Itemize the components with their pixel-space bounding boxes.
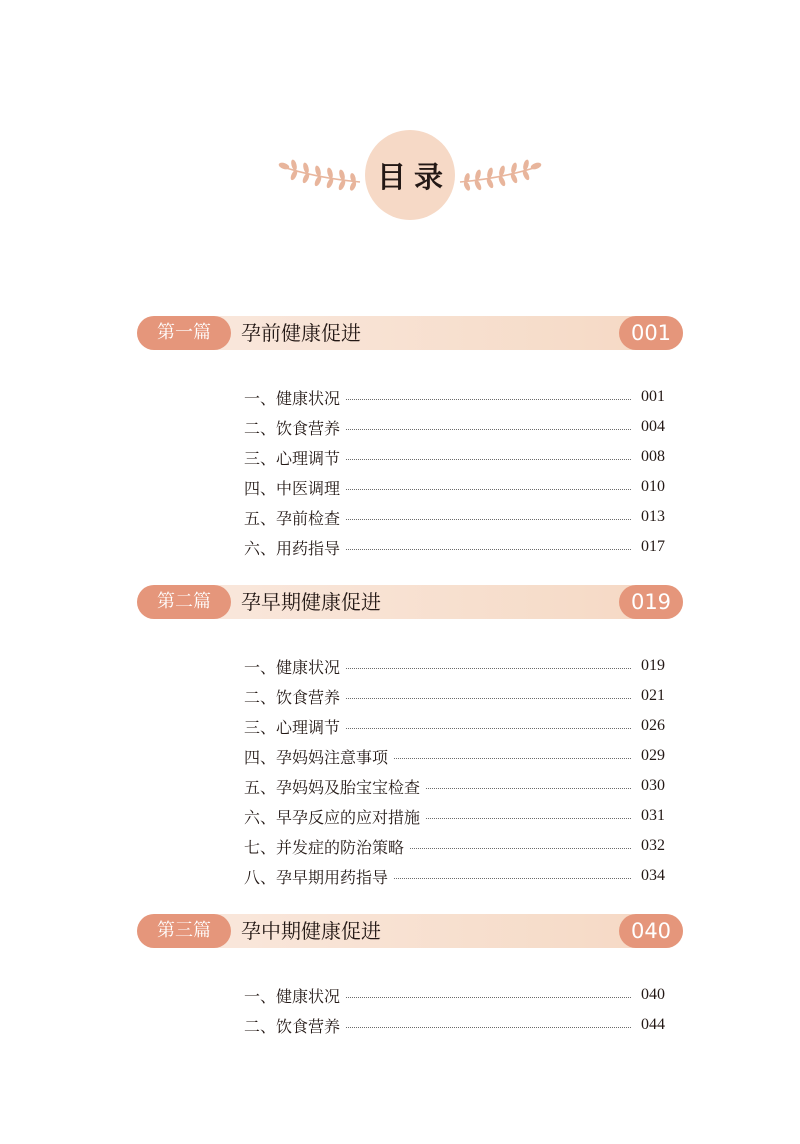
toc-entry-page: 017 [641, 538, 665, 555]
toc-entry-label: 三、心理调节 [244, 448, 341, 468]
toc-entry-label: 一、健康状况 [244, 388, 341, 408]
section-header-bar[interactable] [137, 585, 683, 619]
dot-leader [346, 698, 631, 699]
page-title: 目录 [376, 159, 451, 194]
dot-leader [346, 997, 631, 998]
toc-entry-label: 一、健康状况 [244, 986, 341, 1006]
section-title: 孕早期健康促进 [241, 590, 381, 614]
toc-header [0, 130, 800, 222]
toc-entry[interactable] [244, 472, 665, 502]
dot-leader [346, 519, 631, 520]
section-title: 孕前健康促进 [241, 321, 361, 345]
toc-entry-label: 二、饮食营养 [244, 1016, 341, 1036]
toc-entry[interactable] [244, 831, 665, 861]
dot-leader [394, 758, 631, 759]
toc-entry-page: 004 [641, 418, 665, 435]
toc-entry-page: 031 [641, 807, 665, 824]
toc-entry[interactable] [244, 771, 665, 801]
dot-leader [410, 848, 631, 849]
dot-leader [346, 489, 631, 490]
section-page-badge: 019 [619, 585, 683, 619]
toc-entry[interactable] [244, 861, 665, 891]
toc-section-1 [137, 316, 683, 558]
toc-entry-page: 044 [641, 1016, 665, 1033]
toc-entry[interactable] [244, 980, 665, 1010]
dot-leader [346, 668, 631, 669]
dot-leader [346, 399, 631, 400]
section-number-badge: 第三篇 [137, 914, 231, 948]
dot-leader [346, 1027, 631, 1028]
toc-entry[interactable] [244, 442, 665, 472]
toc-entry-label: 三、心理调节 [244, 717, 341, 737]
dot-leader [346, 728, 631, 729]
toc-entry-label: 二、饮食营养 [244, 418, 341, 438]
toc-title-badge [365, 130, 455, 220]
section-header-bar[interactable] [137, 914, 683, 948]
toc-entry[interactable] [244, 711, 665, 741]
toc-entry-label: 八、孕早期用药指导 [244, 867, 389, 887]
toc-entry[interactable] [244, 801, 665, 831]
toc-entry-page: 019 [641, 657, 665, 674]
toc-entry-label: 一、健康状况 [244, 657, 341, 677]
toc-entry-page: 032 [641, 837, 665, 854]
toc-entry-label: 二、饮食营养 [244, 687, 341, 707]
dot-leader [346, 429, 631, 430]
section-title: 孕中期健康促进 [241, 919, 381, 943]
toc-entry-page: 001 [641, 388, 665, 405]
toc-entry[interactable] [244, 532, 665, 562]
dot-leader [426, 818, 631, 819]
toc-entry-label: 五、孕前检查 [244, 508, 341, 528]
section-page-badge: 001 [619, 316, 683, 350]
section-number-badge: 第一篇 [137, 316, 231, 350]
toc-entry-list [137, 980, 683, 1040]
toc-entry[interactable] [244, 1010, 665, 1040]
section-page-badge: 040 [619, 914, 683, 948]
toc-entry-list [137, 651, 683, 891]
toc-entry-page: 021 [641, 687, 665, 704]
leaf-branch-right-icon [458, 158, 544, 192]
toc-entry[interactable] [244, 681, 665, 711]
toc-entry[interactable] [244, 502, 665, 532]
dot-leader [394, 878, 631, 879]
toc-entry-label: 六、早孕反应的应对措施 [244, 807, 421, 827]
dot-leader [346, 549, 631, 550]
dot-leader [346, 459, 631, 460]
toc-section-2 [137, 585, 683, 887]
toc-entry-page: 030 [641, 777, 665, 794]
toc-entry-page: 034 [641, 867, 665, 884]
toc-entry-label: 四、孕妈妈注意事项 [244, 747, 389, 767]
toc-entry-page: 026 [641, 717, 665, 734]
toc-entry-label: 七、并发症的防治策略 [244, 837, 405, 857]
toc-entry-page: 013 [641, 508, 665, 525]
toc-entry[interactable] [244, 412, 665, 442]
section-header-bar[interactable] [137, 316, 683, 350]
toc-entry-page: 008 [641, 448, 665, 465]
toc-entry-page: 029 [641, 747, 665, 764]
toc-entry-label: 五、孕妈妈及胎宝宝检查 [244, 777, 421, 797]
toc-section-3 [137, 914, 683, 1036]
toc-entry-label: 四、中医调理 [244, 478, 341, 498]
toc-entry[interactable] [244, 382, 665, 412]
section-number-badge: 第二篇 [137, 585, 231, 619]
toc-entry-label: 六、用药指导 [244, 538, 341, 558]
toc-entry-list [137, 382, 683, 562]
leaf-branch-left-icon [276, 158, 362, 192]
toc-entry[interactable] [244, 651, 665, 681]
toc-entry[interactable] [244, 741, 665, 771]
toc-entry-page: 040 [641, 986, 665, 1003]
dot-leader [426, 788, 631, 789]
toc-entry-page: 010 [641, 478, 665, 495]
